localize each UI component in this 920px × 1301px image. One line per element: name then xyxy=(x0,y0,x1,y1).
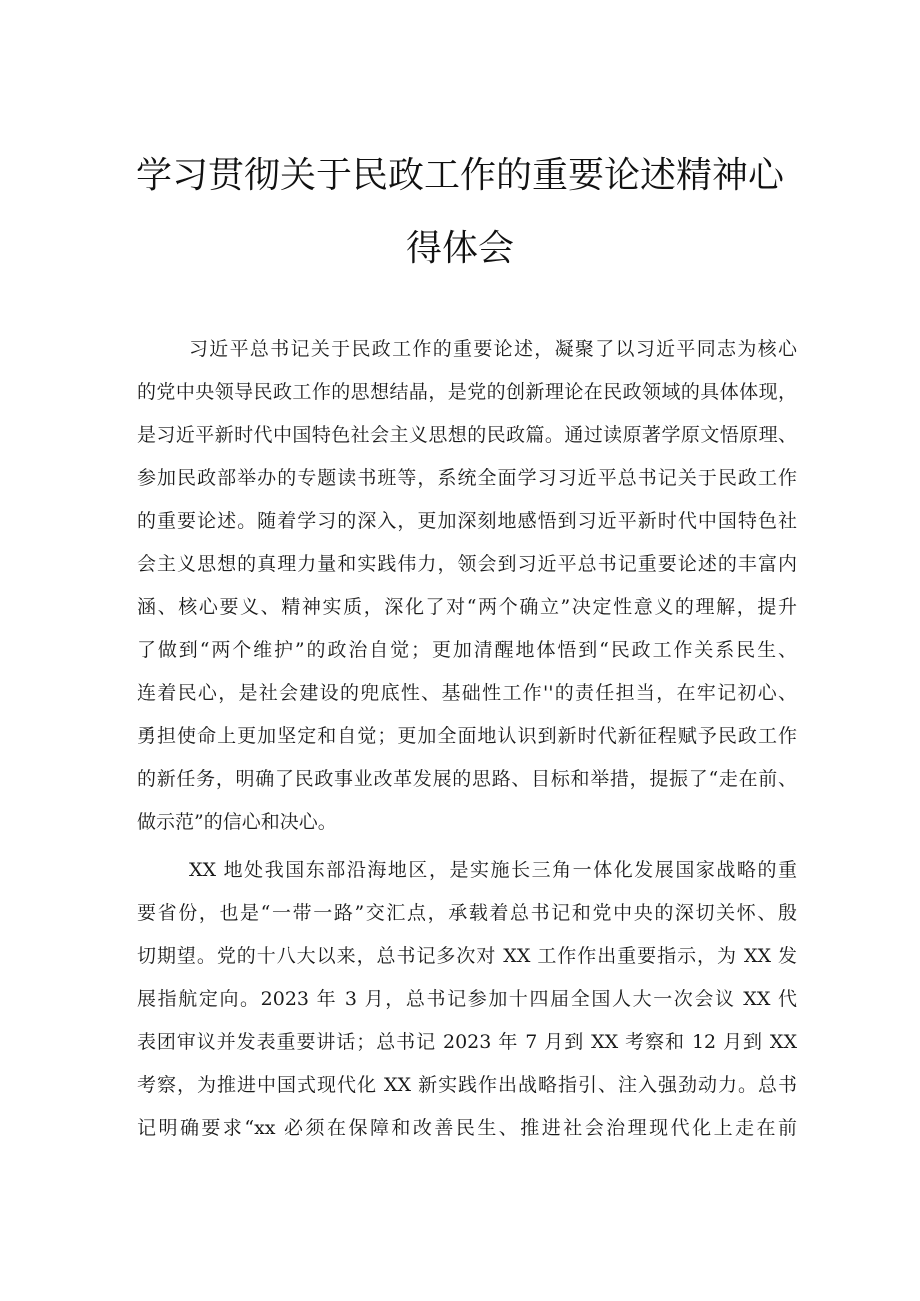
paragraph-1-line: 连着民心，是社会建设的兜底性、基础性工作''的责任担当，在牢记初心、 xyxy=(137,682,797,704)
paragraph-1-line: 会主义思想的真理力量和实践伟力，领会到习近平总书记重要论述的丰富内 xyxy=(137,553,797,575)
paragraph-1-line: 的党中央领导民政工作的思想结晶，是党的创新理论在民政领域的具体体现， xyxy=(137,381,797,403)
paragraph-2-line: 记明确要求“xx 必须在保障和改善民生、推进社会治理现代化上走在前 xyxy=(137,1117,797,1139)
paragraph-2-line: 要省份，也是“一带一路”交汇点，承载着总书记和党中央的深切关怀、殷 xyxy=(137,902,797,924)
document-title-line-1: 学习贯彻关于民政工作的重要论述精神心 xyxy=(135,155,784,196)
paragraph-1-line: 了做到“两个维护”的政治自觉；更加清醒地体悟到“民政工作关系民生、 xyxy=(137,639,797,661)
paragraph-1-line: 勇担使命上更加坚定和自觉；更加全面地认识到新时代新征程赋予民政工作 xyxy=(137,725,797,747)
paragraph-2-line: 考察，为推进中国式现代化 XX 新实践作出战略指引、注入强劲动力。总书 xyxy=(137,1074,797,1096)
paragraph-2-line: 切期望。党的十八大以来，总书记多次对 XX 工作作出重要指示，为 XX 发 xyxy=(137,945,797,967)
paragraph-2-line: XX 地处我国东部沿海地区，是实施长三角一体化发展国家战略的重 xyxy=(189,859,797,881)
paragraph-1-line: 的新任务，明确了民政事业改革发展的思路、目标和举措，提振了“走在前、 xyxy=(137,768,797,790)
paragraph-1-line: 是习近平新时代中国特色社会主义思想的民政篇。通过读原著学原文悟原理、 xyxy=(137,424,797,446)
paragraph-1-line: 习近平总书记关于民政工作的重要论述，凝聚了以习近平同志为核心 xyxy=(189,338,797,360)
paragraph-1-line: 做示范”的信心和决心。 xyxy=(137,811,337,833)
document-title-line-2: 得体会 xyxy=(405,228,514,269)
paragraph-2-line: 表团审议并发表重要讲话；总书记 2023 年 7 月到 XX 考察和 12 月到 XX xyxy=(137,1031,797,1053)
paragraph-1-line: 涵、核心要义、精神实质，深化了对“两个确立”决定性意义的理解，提升 xyxy=(137,596,797,618)
paragraph-1-line: 参加民政部举办的专题读书班等，系统全面学习习近平总书记关于民政工作 xyxy=(137,467,797,489)
paragraph-1-line: 的重要论述。随着学习的深入，更加深刻地感悟到习近平新时代中国特色社 xyxy=(137,510,797,532)
paragraph-2-line: 展指航定向。2023 年 3 月，总书记参加十四届全国人大一次会议 XX 代 xyxy=(137,988,797,1010)
